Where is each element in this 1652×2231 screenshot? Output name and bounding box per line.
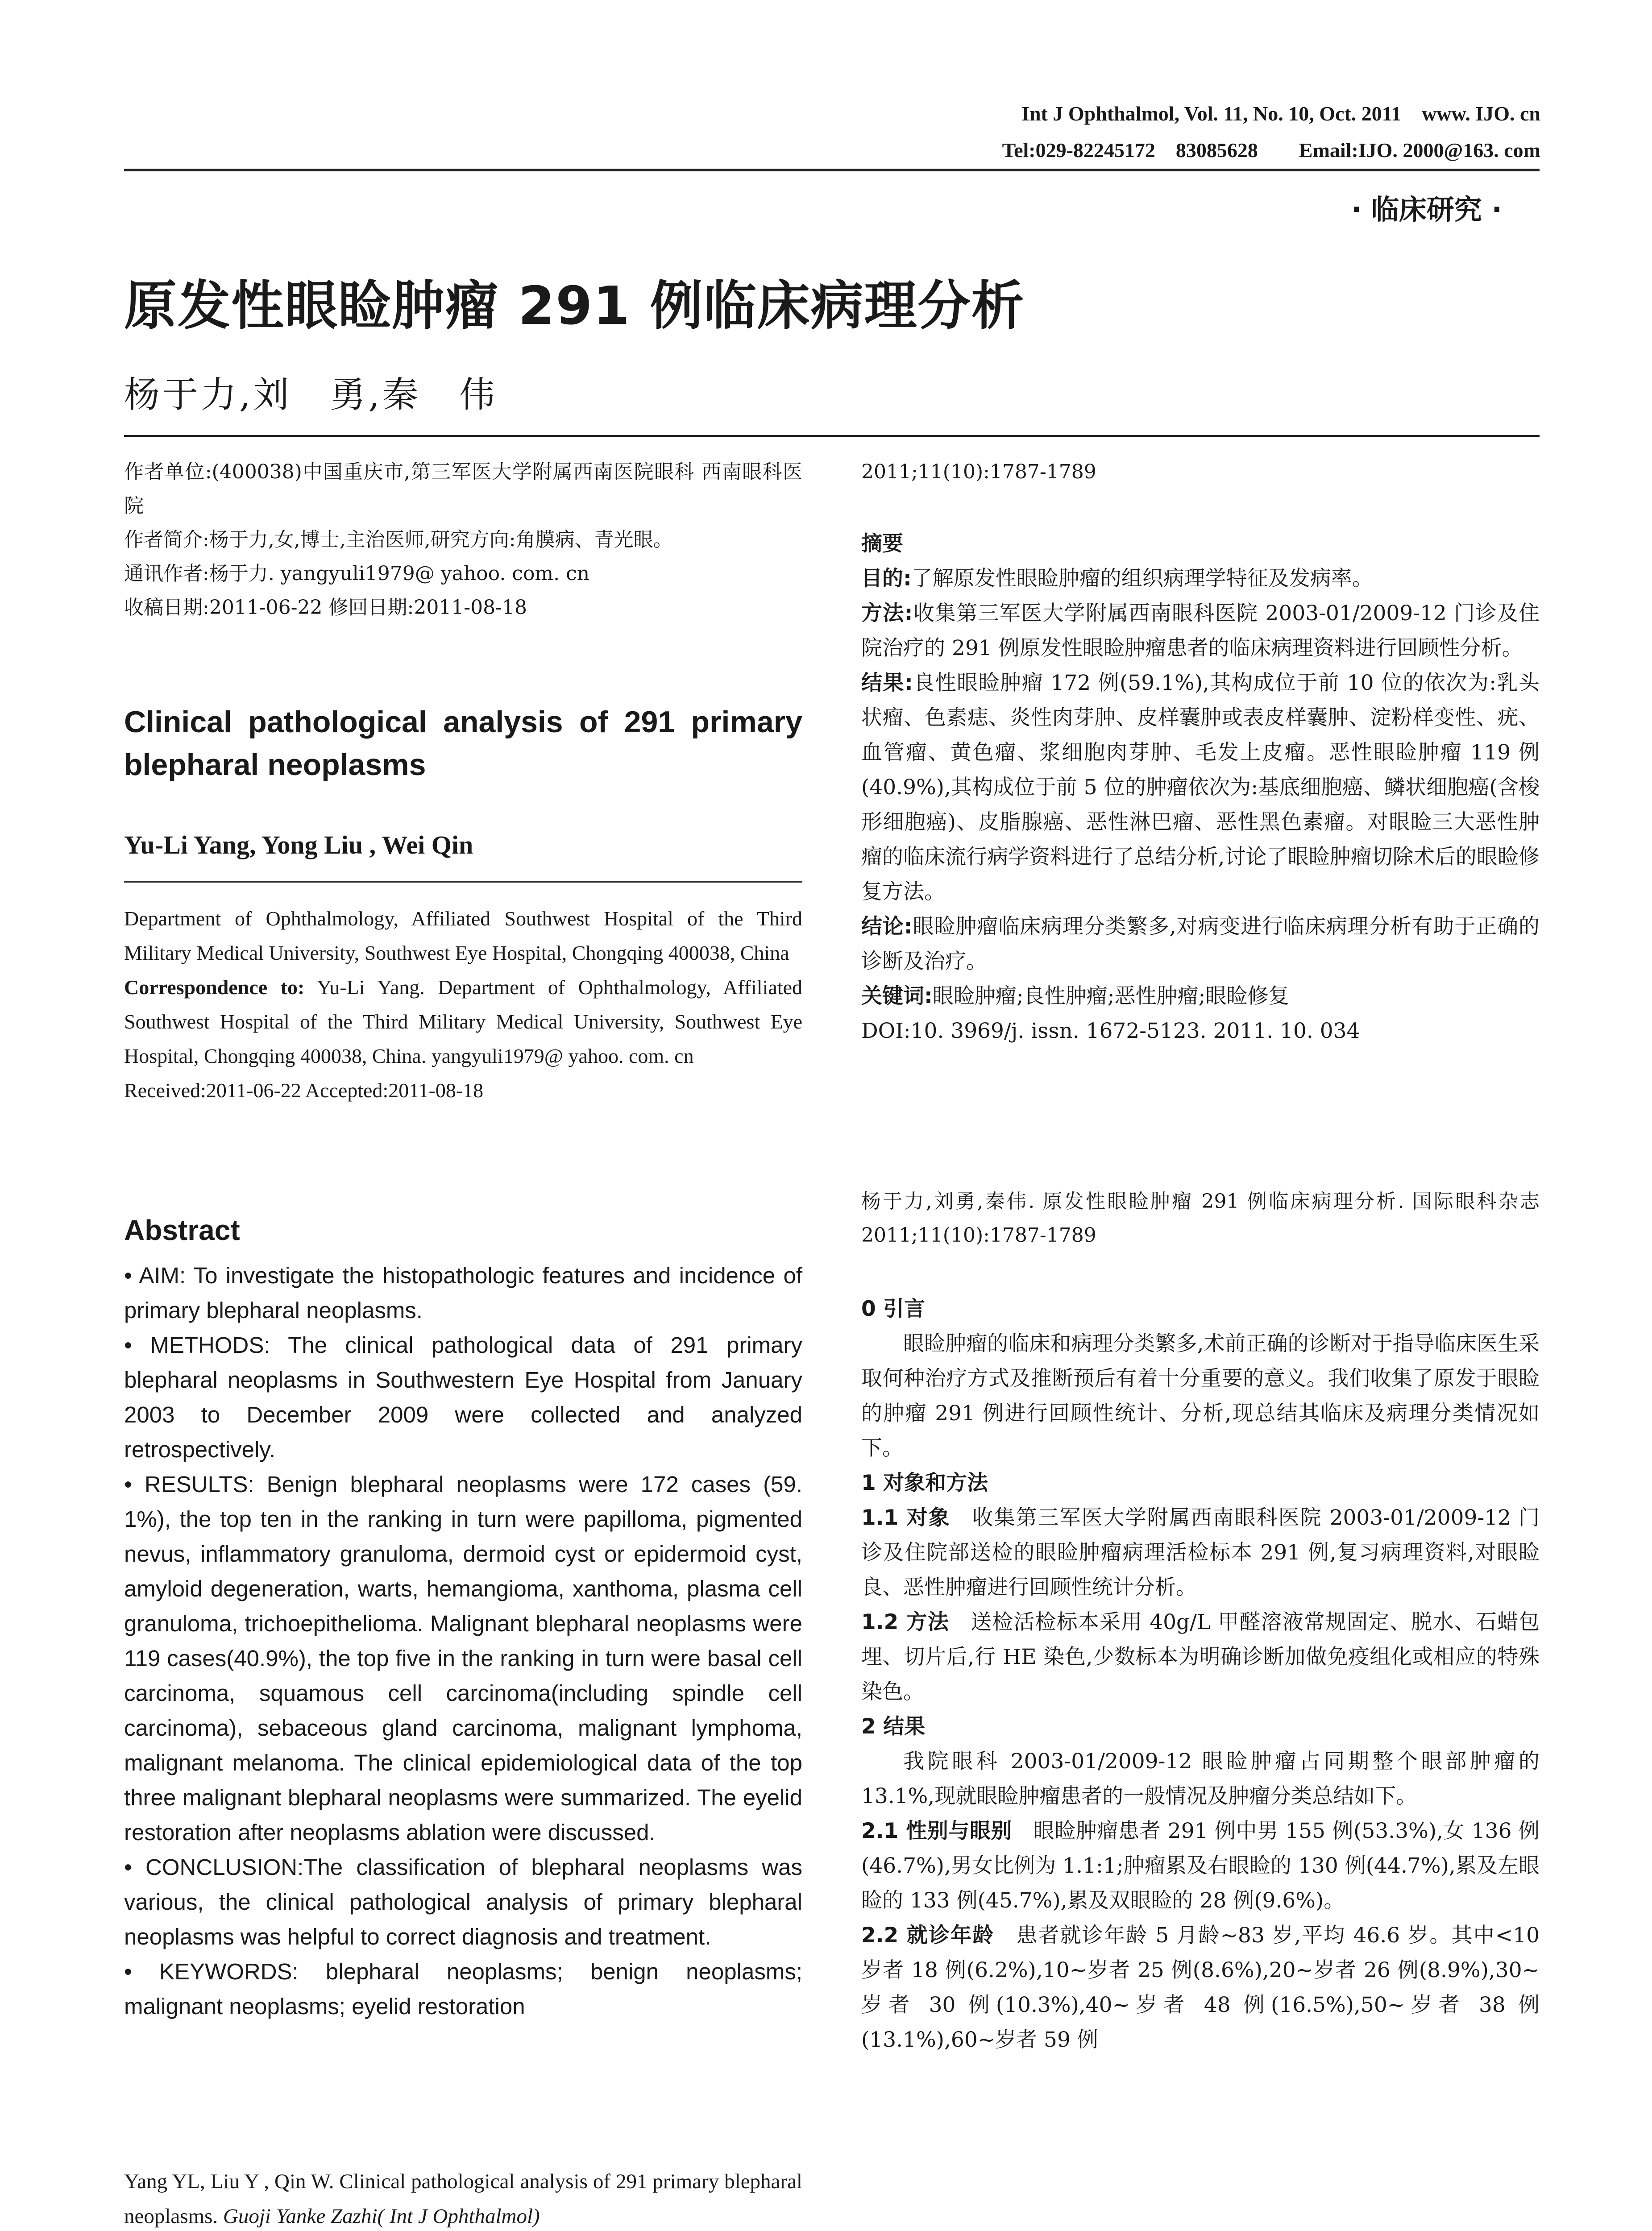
results-intro: 我院眼科 2003-01/2009-12 眼睑肿瘤占同期整个眼部肿瘤的 13.1%,现就眼睑肿瘤患者的一般情况及肿瘤分类总结如下。 xyxy=(861,1749,1540,1808)
age-text: 患者就诊年龄 5 月龄~83 岁,平均 46.6 岁。其中<10 岁者 18 例(6.2%),10~岁者 25 例(8.6%),20~岁者 26 例(8.9%),30~岁者 30 例(10.3%),40~岁者 48 例(16.5%),50~岁者 38 例(13.1%),60~岁者 59 例 xyxy=(861,1923,1540,2052)
dates: 收稿日期:2011-06-22 修回日期:2011-08-18 xyxy=(124,596,527,619)
abstract-heading: Abstract xyxy=(124,1214,240,1246)
abstract-keywords: • KEYWORDS: blepharal neoplasms; benign neoplasms; malignant neoplasms; eyelid restoration xyxy=(124,1959,802,2019)
english-citation xyxy=(124,2164,802,2231)
intro-heading: 0 引言 xyxy=(861,1297,926,1321)
methods-text: 收集第三军医大学附属西南眼科医院 2003-01/2009-12 门诊及住院治疗的 291 例原发性眼睑肿瘤患者的临床病理资料进行回顾性分析。 xyxy=(861,601,1540,660)
chinese-abstract xyxy=(861,527,1540,1049)
section-label: · 临床研究 · xyxy=(1351,193,1502,226)
header-rule xyxy=(124,169,1540,171)
citation-text: Yang YL, Liu Y , Qin W. Clinical pathological analysis of 291 primary blepharal neoplasms. xyxy=(124,2170,802,2228)
gender-label: 2.1 性别与眼别 xyxy=(861,1819,1013,1843)
english-affiliation: Department of Ophthalmology, Affiliated Southwest Hospital of the Third Military Medical University, Southwest Eye Hospital, Chongqing 400038, China xyxy=(124,907,802,964)
citation-continued: 2011;11(10):1787-1789 xyxy=(861,460,1096,483)
title-rule xyxy=(124,435,1540,437)
conclusion-label: 结论: xyxy=(861,914,913,939)
english-abstract xyxy=(124,1258,802,2024)
method-text: 送检活检标本采用 40g/L 甲醛溶液常规固定、脱水、石蜡包埋、切片后,行 HE 染色,少数标本为明确诊断加做免疫组化或相应的特殊染色。 xyxy=(861,1610,1540,1704)
correspondence-label: Correspondence to: xyxy=(124,976,305,999)
english-title: Clinical pathological analysis of 291 primary blepharal neoplasms xyxy=(124,705,802,782)
article-title: 原发性眼睑肿瘤 291 例临床病理分析 xyxy=(124,275,1025,336)
doi: DOI:10. 3969/j. issn. 1672-5123. 2011. 10. 034 xyxy=(861,1019,1360,1043)
subject-text: 收集第三军医大学附属西南眼科医院 2003-01/2009-12 门诊及住院部送检的眼睑肿瘤病理活检标本 291 例,复习病理资料,对眼睑良、恶性肿瘤进行回顾性统计分析。 xyxy=(861,1505,1540,1600)
correspondence-text: Yu-Li Yang. Department of Ophthalmology, Affiliated Southwest Hospital of the Third Military Medical University, Southwest Eye Hospital, Chongqing 400038, China. yangyuli1979@ yahoo. com. cn xyxy=(124,976,802,1067)
running-header-journal: Int J Ophthalmol, Vol. 11, No. 10, Oct. 2011 www. IJO. cn xyxy=(1021,102,1540,125)
method-label: 1.2 方法 xyxy=(861,1610,950,1634)
author-bio: 作者简介:杨于力,女,博士,主治医师,研究方向:角膜病、青光眼。 xyxy=(124,528,673,551)
author-info xyxy=(124,455,802,625)
purpose-text: 了解原发性眼睑肿瘤的组织病理学特征及发病率。 xyxy=(911,566,1373,591)
conclusion-text: 眼睑肿瘤临床病理分类繁多,对病变进行临床病理分析有助于正确的诊断及治疗。 xyxy=(861,914,1540,974)
intro-paragraph: 眼睑肿瘤的临床和病理分类繁多,术前正确的诊断对于指导临床医生采取何种治疗方式及推断预后有着十分重要的意义。我们收集了原发于眼睑的肿瘤 291 例进行回顾性统计、分析,现总结其临床及病理分类情况如下。 xyxy=(861,1331,1540,1460)
methods-section-heading: 1 对象和方法 xyxy=(861,1471,988,1495)
english-affiliation-block xyxy=(124,901,802,1107)
abstract-methods: • METHODS: The clinical pathological data of 291 primary blepharal neoplasms in Southwestern Eye Hospital from January 2003 to December 2009 were collected and analyzed retrospectively. xyxy=(124,1332,802,1462)
received-accepted: Received:2011-06-22 Accepted:2011-08-18 xyxy=(124,1079,484,1102)
citation-journal: Guoji Yanke Zazhi( Int J Ophthalmol) xyxy=(223,2205,540,2228)
body-text xyxy=(861,1292,1540,2057)
methods-label: 方法: xyxy=(861,601,913,626)
subject-label: 1.1 对象 xyxy=(861,1505,951,1530)
correspondent: 通讯作者:杨于力. yangyuli1979@ yahoo. com. cn xyxy=(124,562,590,585)
keywords-text: 眼睑肿瘤;良性肿瘤;恶性肿瘤;眼睑修复 xyxy=(932,984,1290,1008)
purpose-label: 目的: xyxy=(861,566,912,591)
keywords-label: 关键词: xyxy=(861,984,933,1008)
running-header-contact: Tel:029-82245172 83085628 Email:IJO. 2000@163. com xyxy=(1002,139,1540,162)
abstract-aim: • AIM: To investigate the histopathologic features and incidence of primary blepharal neoplasms. xyxy=(124,1263,802,1323)
gender-text: 眼睑肿瘤患者 291 例中男 155 例(53.3%),女 136 例(46.7%),男女比例为 1.1:1;肿瘤累及右眼睑的 130 例(44.7%),累及左眼睑的 133 例(45.7%),累及双眼睑的 28 例(9.6%)。 xyxy=(861,1819,1540,1913)
cn-abstract-heading: 摘要 xyxy=(861,531,903,556)
english-authors-rule xyxy=(124,881,802,883)
age-label: 2.2 就诊年龄 xyxy=(861,1923,995,1948)
results-text: 良性眼睑肿瘤 172 例(59.1%),其构成位于前 10 位的依次为:乳头状瘤、色素痣、炎性肉芽肿、皮样囊肿或表皮样囊肿、淀粉样变性、疣、血管瘤、黄色瘤、浆细胞肉芽肿、毛发上皮瘤。恶性眼睑肿瘤 119 例(40.9%),其构成位于前 5 位的肿瘤依次为:基底细胞癌、鳞状细胞癌(含梭形细胞癌)、皮脂腺癌、恶性淋巴瘤、恶性黑色素瘤。对眼睑三大恶性肿瘤的临床流行病学资料进行了总结分析,讨论了眼睑肿瘤切除术后的眼睑修复方法。 xyxy=(861,671,1540,904)
abstract-conclusion: • CONCLUSION:The classification of blepharal neoplasms was various, the clinical pathological analysis of primary blepharal neoplasms was helpful to correct diagnosis and treatment. xyxy=(124,1854,802,1949)
article-authors: 杨于力,刘 勇,秦 伟 xyxy=(124,374,498,415)
correspondence xyxy=(124,970,802,1073)
chinese-citation: 杨于力,刘勇,秦伟. 原发性眼睑肿瘤 291 例临床病理分析. 国际眼科杂志 2011;11(10):1787-1789 xyxy=(861,1190,1540,1247)
abstract-results: • RESULTS: Benign blepharal neoplasms were 172 cases (59. 1%), the top ten in the ranking in turn were papilloma, pigmented nevus, inflammatory granuloma, dermoid cyst or epidermoid cyst, amyloid degeneration, warts, hemangioma, xanthoma, plasma cell granuloma, trichoepithelioma. Malignant blepharal neoplasms were 119 cases(40.9%), the top five in the ranking in turn were basal cell carcinoma, squamous cell carcinoma(including spindle cell carcinoma), sebaceous gland carcinoma, malignant lymphoma, malignant melanoma. The clinical epidemiological data of the top three malignant blepharal neoplasms were summarized. The eyelid restoration after neoplasms ablation were discussed. xyxy=(124,1472,802,1845)
results-section-heading: 2 结果 xyxy=(861,1714,926,1739)
results-label: 结果: xyxy=(861,671,913,695)
english-authors: Yu-Li Yang, Yong Liu , Wei Qin xyxy=(124,830,473,859)
affiliation: 作者单位:(400038)中国重庆市,第三军医大学附属西南医院眼科 西南眼科医院 xyxy=(124,460,802,517)
